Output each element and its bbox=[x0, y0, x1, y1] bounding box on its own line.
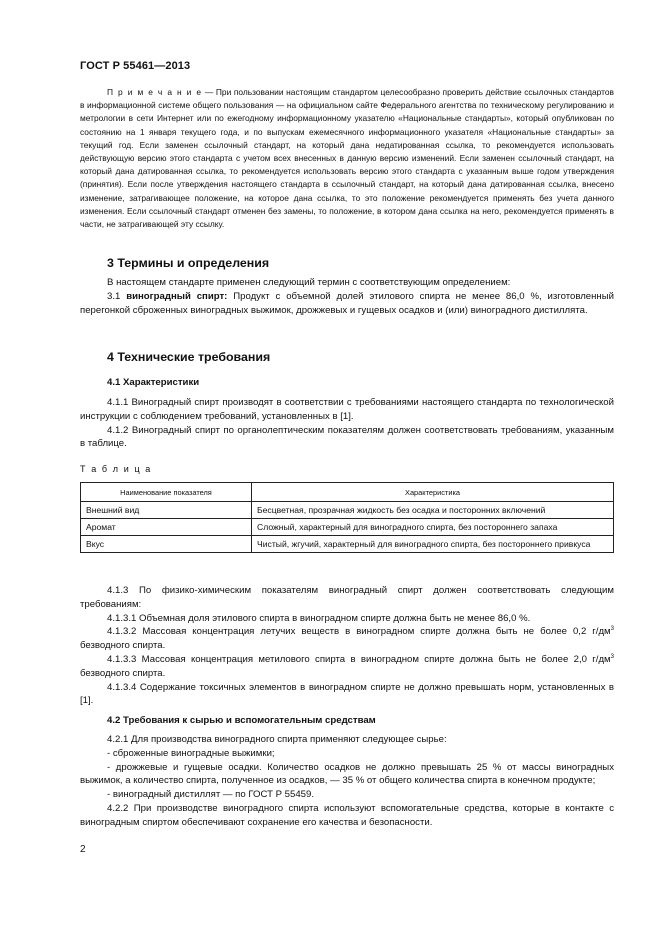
paragraph-4-1-3-1: 4.1.3.1 Объемная доля этилового спирта в виноградном спирте должна быть не менее 86,0 %. bbox=[107, 612, 531, 624]
term-text: Продукт с объемной долей этилового спирта не менее 86,0 %, изготовленный перегонкой сброженных виноградных выжимок, дрожжевых и гущевых осадков и (или) виноградного дистиллята. bbox=[80, 290, 614, 316]
subsection-4-1-title: 4.1 Характеристики bbox=[107, 377, 200, 388]
paragraph-4-1-3-3-text: 4.1.3.3 Массовая концентрация метилового спирта в виноградном спирте должна быть не более 2,0 г/дм bbox=[107, 653, 611, 665]
paragraph-4-1-3: 4.1.3 По физико-химическим показателям виноградный спирт должен соответствовать следующим требованиям: bbox=[80, 585, 614, 610]
table-cell: Бесцветная, прозрачная жидкость без осадка и посторонних включений bbox=[252, 502, 614, 519]
paragraph-4-1-2: 4.1.2 Виноградный спирт по органолептическим показателям должен соответствовать требованиям, указанным в таблице. bbox=[80, 424, 614, 450]
note-text: — При пользовании настоящим стандартом целесообразно проверить действие ссылочных стандартов в информационной системе общего пользования — на официальном сайте Федерального агентства по техническому регулированию и метрологии в сети Интернет или по ежегодному информационному указателю «Национальные стандарты», который опубликован по состоянию на 1 января текущего года, и по выпускам ежемесячного информационного указателя «Национальные стандарты» за текущий год. Если заменен ссылочный стандарт, на который дана недатированная ссылка, то рекомендуется использовать действующую версию этого стандарта с учетом всех внесенных в данную версию изменений. Если заменен ссылочный стандарт, на который дана датированная ссылка, то рекомендуется использовать версию этого стандарта с указанным выше годом утверждения (принятия). Если после утверждения настоящего стандарта в ссылочный стандарт, на который дана датированная ссылка, внесено изменение, затрагивающее положение, на которое дана ссылка, то это положение рекомендуется применять без учета данного изменения. Если ссылочный стандарт отменен без замены, то положение, в котором дана ссылка на него, рекомендуется применять в части, не затрагивающей эту ссылку. bbox=[80, 87, 614, 230]
table-cell: Внешний вид bbox=[81, 502, 252, 519]
section-3-body bbox=[80, 276, 614, 317]
table-cell: Чистый, жгучий, характерный для виноградного спирта, без постороннего привкуса bbox=[252, 536, 614, 553]
paragraph-4-2-2: 4.2.2 При производстве виноградного спирта используют вспомогательные средства, которые в контакте с виноградным спиртом обеспечивают сохранение его качества и безопасности. bbox=[80, 802, 614, 828]
paragraph-4-1-3-3-tail: безводного спирта. bbox=[80, 667, 166, 679]
paragraph-4-1-3-2 bbox=[80, 625, 614, 653]
paragraph-4-1-1: 4.1.1 Виноградный спирт производят в соответствии с требованиями настоящего стандарта по технологической инструкции с соблюдением требований, установленных в [1]. bbox=[80, 397, 614, 422]
section-3-title: 3 Термины и определения bbox=[107, 256, 270, 270]
table-header-cell: Наименование показателя bbox=[81, 483, 252, 502]
physico-chemical-block bbox=[80, 584, 614, 708]
paragraph-4-1-3-2-text: 4.1.3.2 Массовая концентрация летучих веществ в виноградном спирте должна быть не более 0,2 г/дм bbox=[107, 626, 611, 638]
document-header: ГОСТ Р 55461—2013 bbox=[80, 60, 191, 72]
list-item: - виноградный дистиллят — по ГОСТ Р 55459. bbox=[107, 789, 315, 801]
list-item: - сброженные виноградные выжимки; bbox=[107, 747, 275, 759]
table-header-row bbox=[81, 483, 614, 502]
note-block bbox=[80, 86, 614, 231]
subsection-4-2-body bbox=[80, 733, 614, 830]
organoleptic-table bbox=[80, 482, 614, 553]
subsection-4-1-body bbox=[80, 396, 614, 451]
paragraph-4-1-3-2-tail: безводного спирта. bbox=[80, 640, 166, 652]
table-cell: Аромат bbox=[81, 519, 252, 536]
table-cell: Вкус bbox=[81, 536, 252, 553]
table-header-cell: Характеристика bbox=[252, 483, 614, 502]
term-name: виноградный спирт: bbox=[126, 290, 228, 302]
table-cell: Сложный, характерный для виноградного спирта, без постороннего запаха bbox=[252, 519, 614, 536]
section-4-title: 4 Технические требования bbox=[107, 350, 271, 364]
table-row bbox=[81, 502, 614, 519]
list-item: - дрожжевые и гущевые осадки. Количество осадков не должно превышать 25 % от массы виноградных выжимок, а количество спирта, полученное из осадков, — 35 % от общего количества спирта в конечном продукте; bbox=[80, 761, 614, 787]
term-definition bbox=[80, 290, 614, 318]
superscript: 3 bbox=[610, 626, 614, 633]
superscript: 3 bbox=[610, 653, 614, 660]
term-number: 3.1 bbox=[107, 290, 127, 302]
paragraph-4-2-1: 4.2.1 Для производства виноградного спирта применяют следующее сырье: bbox=[107, 734, 447, 745]
table-caption: Т а б л и ц а bbox=[80, 464, 152, 474]
table-row bbox=[81, 536, 614, 553]
page-number: 2 bbox=[80, 844, 86, 855]
subsection-4-2-title: 4.2 Требования к сырью и вспомогательным средствам bbox=[107, 715, 376, 726]
section-3-intro: В настоящем стандарте применен следующий термин с соответствующим определением: bbox=[107, 277, 511, 288]
paragraph-4-1-3-3 bbox=[80, 653, 614, 681]
paragraph-4-1-3-4: 4.1.3.4 Содержание токсичных элементов в виноградном спирте не должно превышать норм, установленных в [1]. bbox=[80, 681, 614, 707]
table-row bbox=[81, 519, 614, 536]
note-label: П р и м е ч а н и е bbox=[107, 87, 203, 97]
